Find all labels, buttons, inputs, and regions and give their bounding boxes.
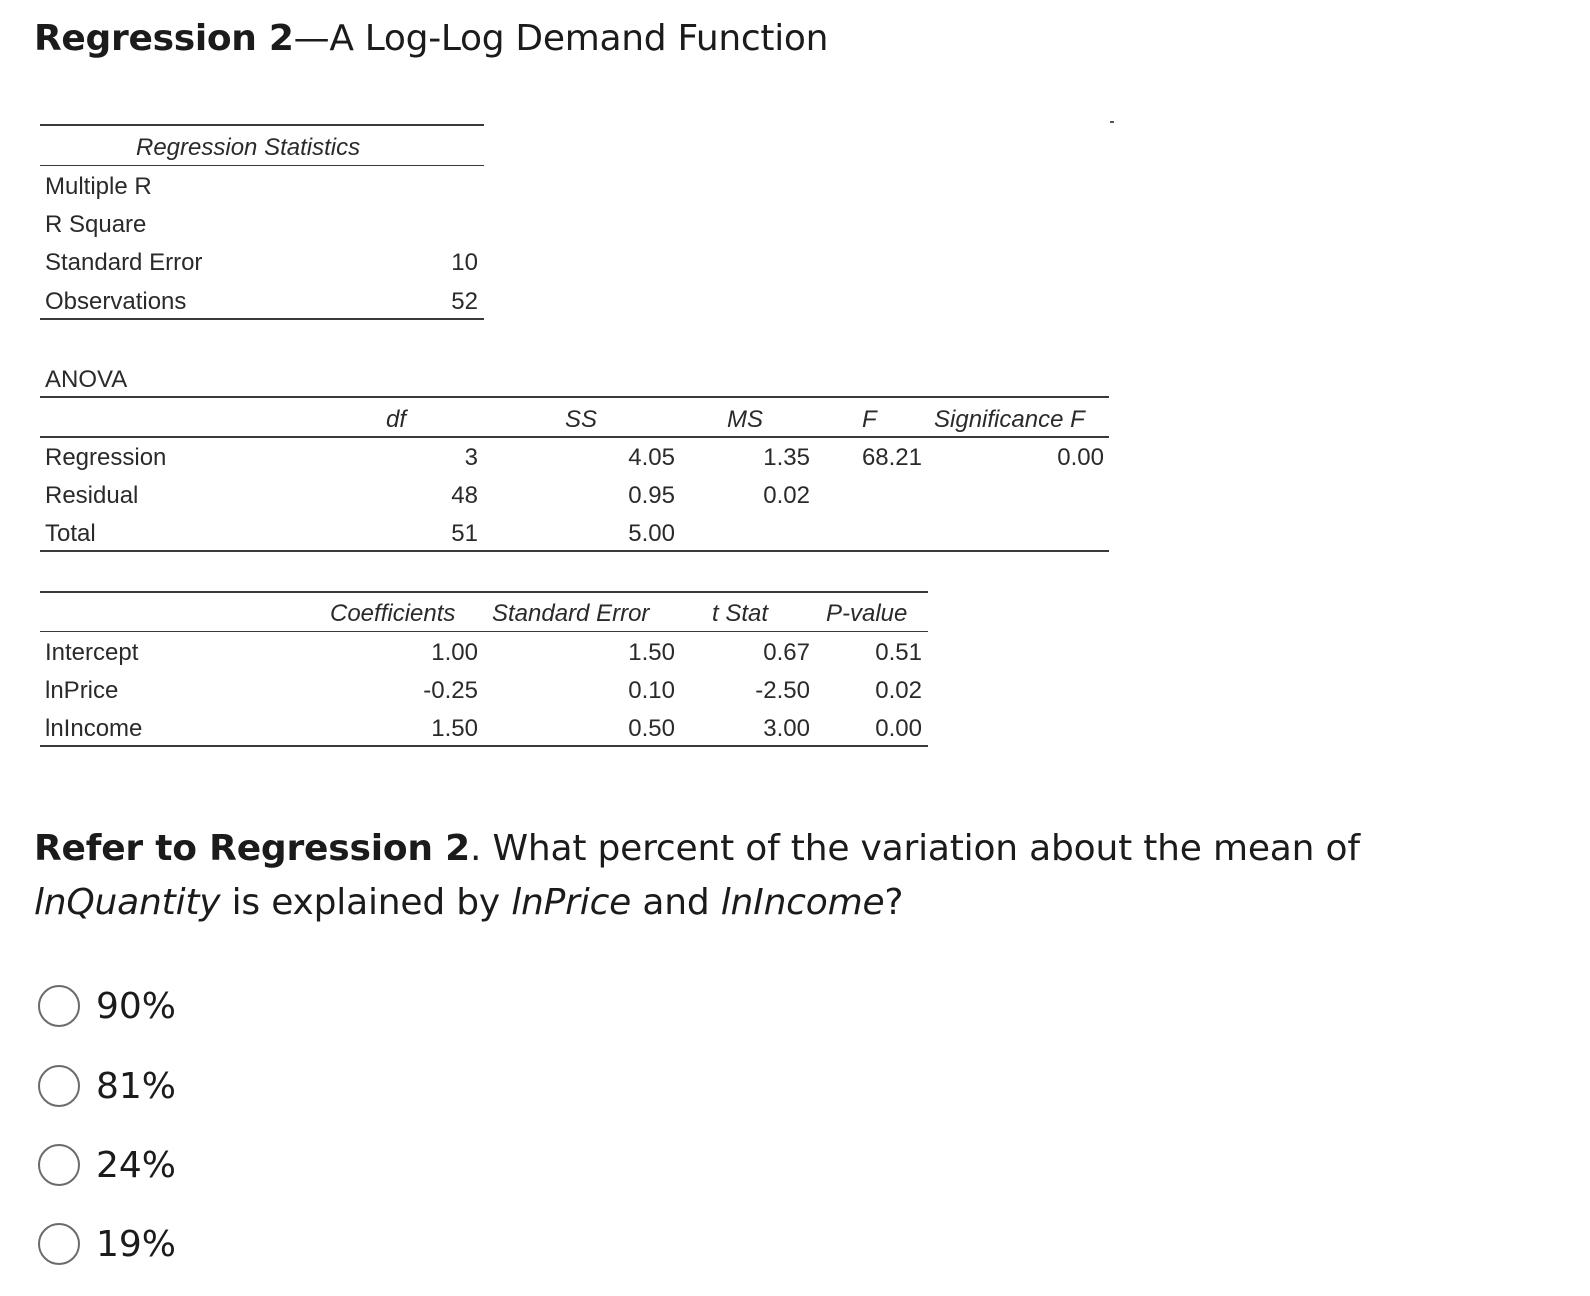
answer-label: 81% [96, 1065, 177, 1107]
coef-header-coefficients: Coefficients [330, 600, 456, 627]
stray-mark [1110, 121, 1114, 123]
answer-option-2[interactable] [38, 1062, 176, 1110]
anova-header-f: F [862, 406, 877, 433]
stat-value: 10 [451, 249, 478, 276]
answer-label: 24% [96, 1144, 177, 1186]
answer-option-1[interactable] [38, 982, 176, 1030]
stat-value: 52 [451, 288, 478, 315]
answer-label: 90% [96, 985, 177, 1027]
question-variable: lnQuantity [34, 882, 221, 923]
table-rule [40, 745, 928, 747]
coef-standard-error: 0.10 [628, 677, 675, 704]
anova-row-label: Residual [45, 482, 139, 509]
radio-button[interactable] [38, 1065, 80, 1107]
answer-label: 19% [96, 1223, 177, 1265]
question-text [34, 822, 1494, 930]
coef-t-stat: 0.67 [763, 639, 810, 666]
anova-label: ANOVA [45, 366, 128, 393]
table-rule [40, 396, 1109, 398]
stat-label: Observations [45, 288, 187, 315]
anova-ss: 5.00 [628, 520, 675, 547]
table-rule [40, 165, 484, 166]
coef-p-value: 0.00 [875, 715, 922, 742]
anova-header-df: df [386, 406, 407, 433]
coef-p-value: 0.02 [875, 677, 922, 704]
anova-row-label: Total [45, 520, 96, 547]
coef-value: 1.50 [431, 715, 478, 742]
question-reference: Refer to Regression 2 [34, 828, 470, 869]
coef-value: 1.00 [431, 639, 478, 666]
answer-option-4[interactable] [38, 1220, 176, 1268]
anova-row-label: Regression [45, 444, 167, 471]
coef-row-label: lnIncome [45, 715, 143, 742]
table-rule [40, 591, 928, 593]
coef-standard-error: 0.50 [628, 715, 675, 742]
question-part: is explained by [220, 882, 512, 923]
coef-value: -0.25 [423, 677, 478, 704]
table-rule [40, 631, 928, 632]
radio-button[interactable] [38, 985, 80, 1027]
page-title [34, 18, 828, 59]
table-rule [40, 550, 1109, 552]
stat-label: Standard Error [45, 249, 203, 276]
stat-label: R Square [45, 211, 147, 238]
coef-p-value: 0.51 [875, 639, 922, 666]
anova-significance: 0.00 [1057, 444, 1104, 471]
anova-header-ss: SS [565, 406, 598, 433]
title-rest: —A Log-Log Demand Function [293, 18, 829, 59]
stat-label: Multiple R [45, 173, 152, 200]
question-part: . What percent of the variation about the mean of [470, 828, 1360, 869]
regression-statistics-header: Regression Statistics [136, 134, 361, 161]
table-rule [40, 318, 484, 320]
question-part: and [631, 882, 721, 923]
coef-row-label: lnPrice [45, 677, 119, 704]
anova-header-ms: MS [727, 406, 763, 433]
radio-button[interactable] [38, 1144, 80, 1186]
question-part: ? [884, 882, 904, 923]
question-variable: lnPrice [511, 882, 632, 923]
table-rule [40, 124, 484, 126]
anova-ms: 0.02 [763, 482, 810, 509]
anova-df: 51 [451, 520, 478, 547]
coef-row-label: Intercept [45, 639, 139, 666]
table-rule [40, 436, 1109, 438]
anova-ss: 0.95 [628, 482, 675, 509]
anova-df: 48 [451, 482, 478, 509]
anova-header-significance: Significance F [934, 406, 1085, 433]
coef-t-stat: 3.00 [763, 715, 810, 742]
anova-df: 3 [464, 444, 478, 471]
anova-ss: 4.05 [628, 444, 675, 471]
title-bold: Regression 2 [34, 18, 294, 59]
anova-ms: 1.35 [763, 444, 810, 471]
question-variable: lnIncome [720, 882, 885, 923]
coef-header-p-value: P-value [826, 600, 908, 627]
anova-f: 68.21 [861, 444, 922, 471]
coef-t-stat: -2.50 [755, 677, 810, 704]
radio-button[interactable] [38, 1223, 80, 1265]
coef-header-t-stat: t Stat [712, 600, 769, 627]
coef-header-standard-error: Standard Error [492, 600, 650, 627]
coef-standard-error: 1.50 [628, 639, 675, 666]
answer-option-3[interactable] [38, 1141, 176, 1189]
